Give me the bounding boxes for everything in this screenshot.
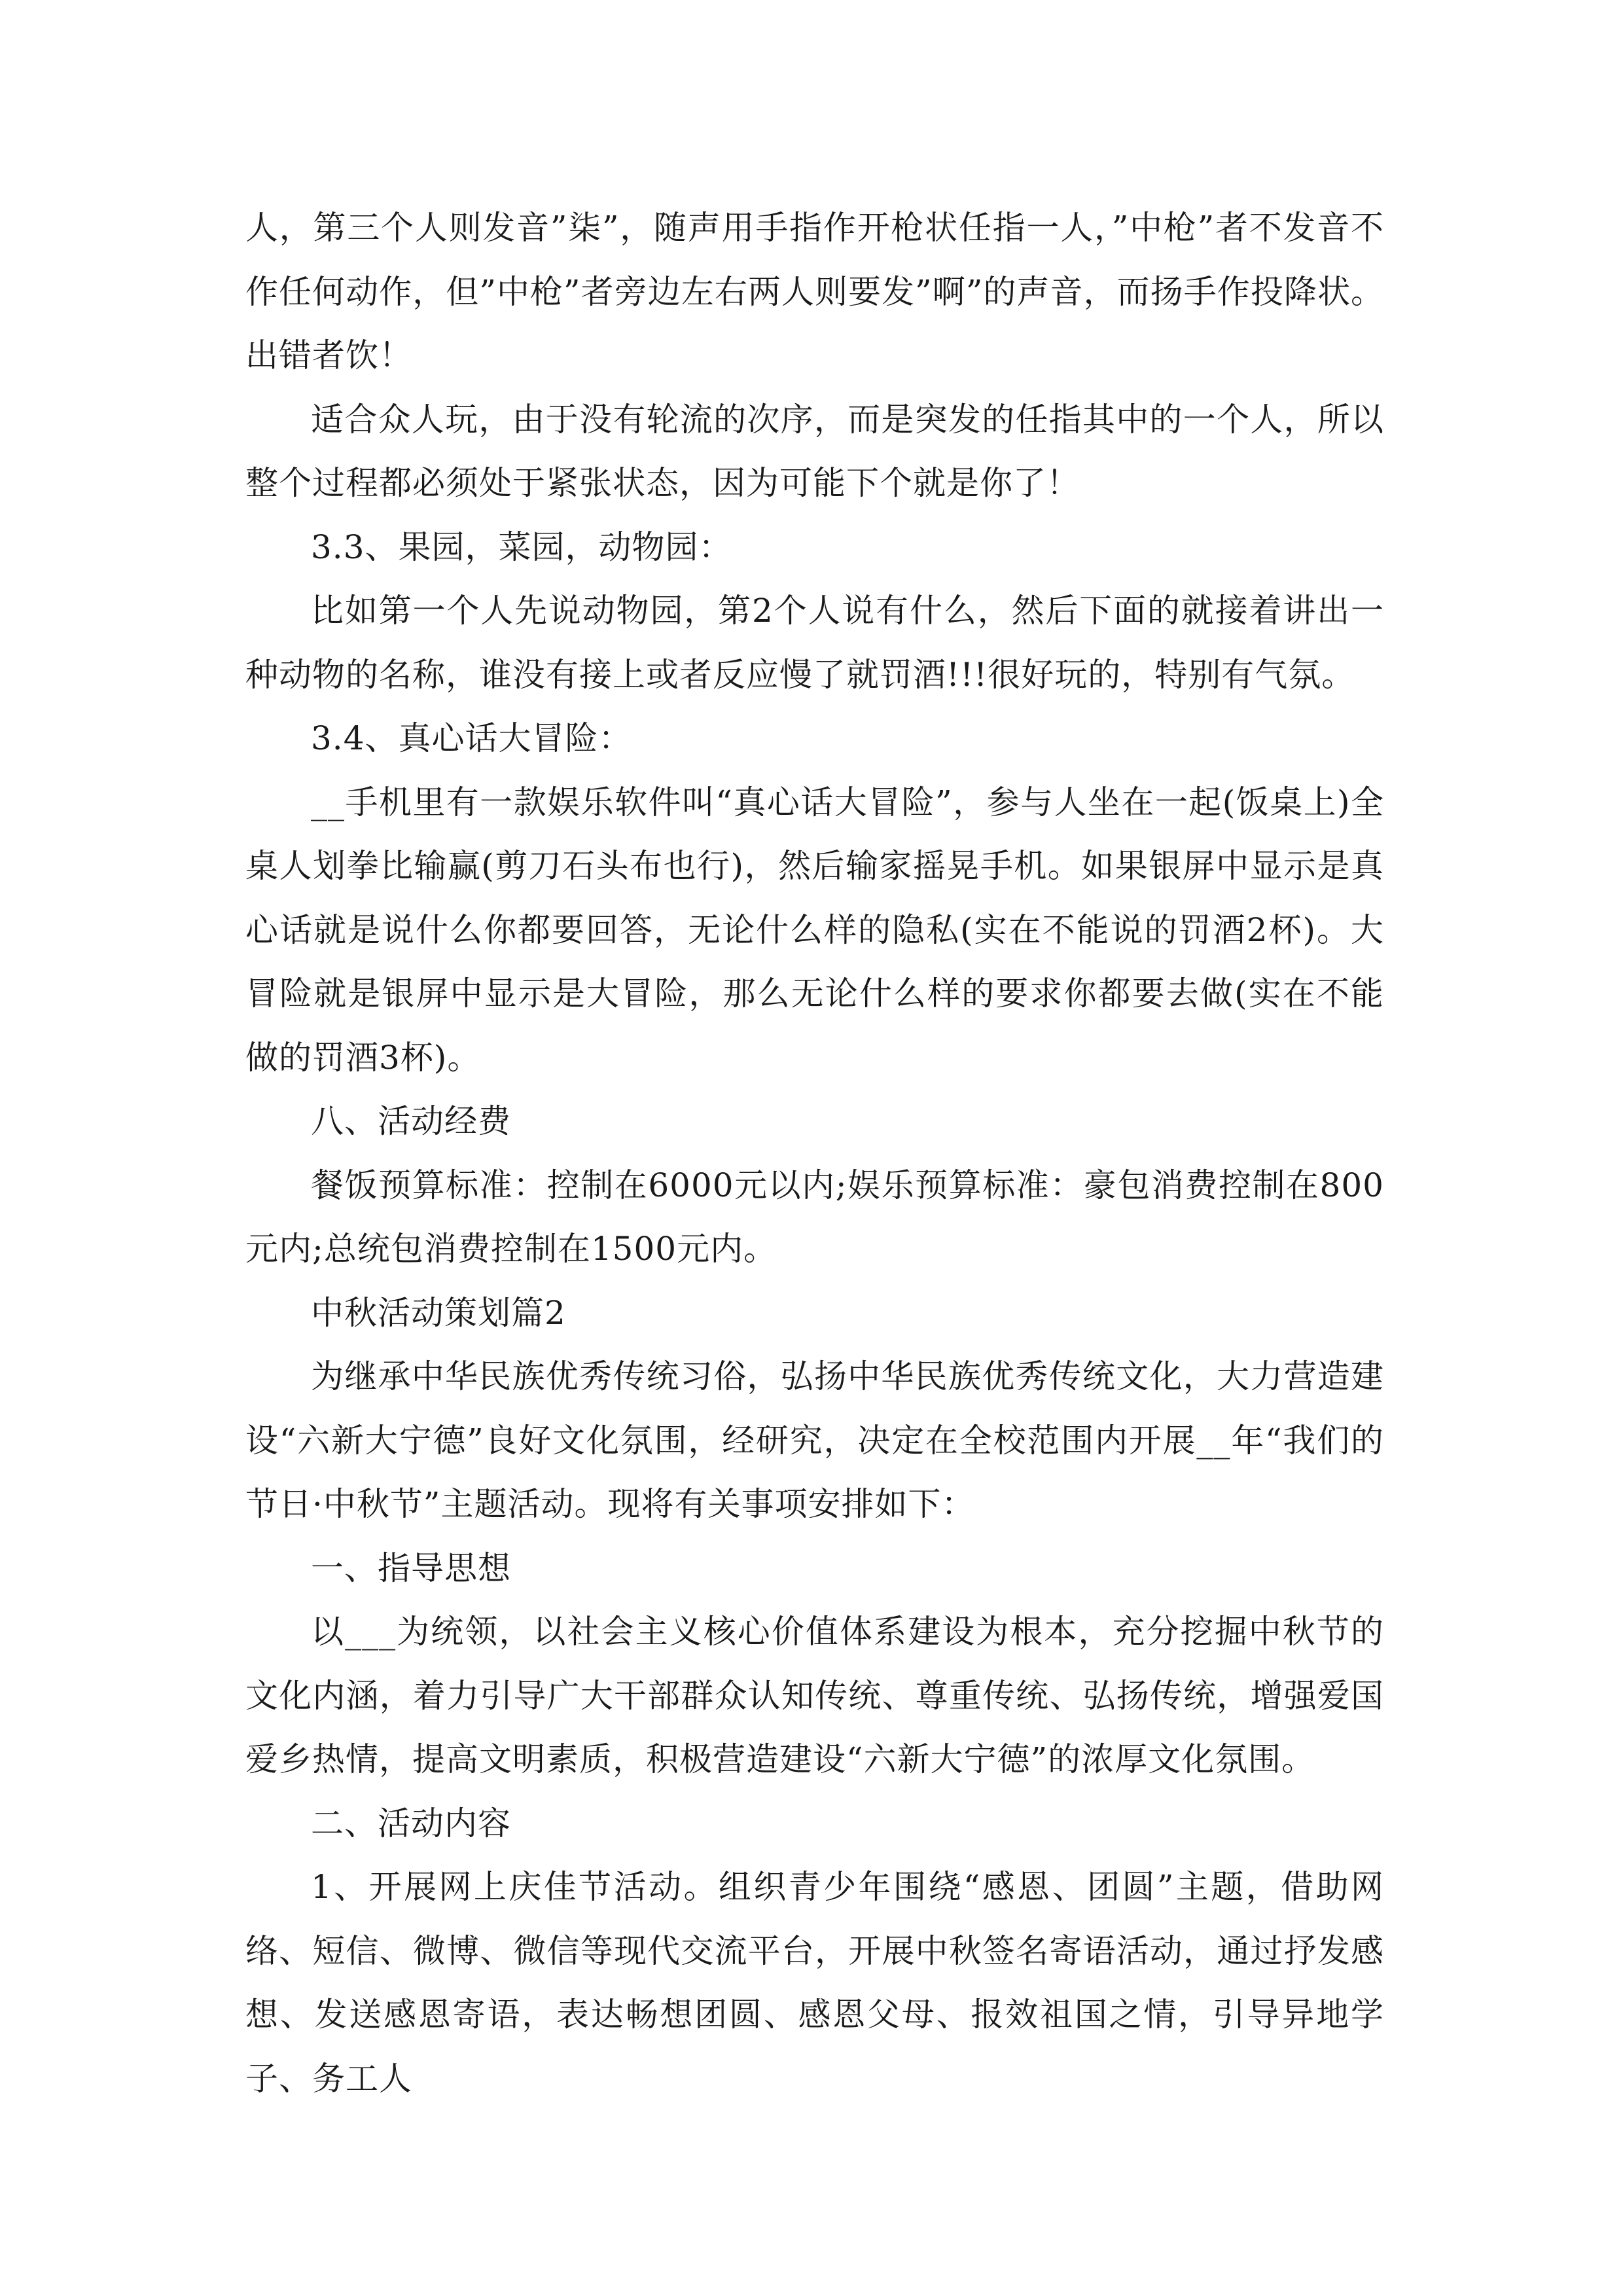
paragraph-game-suitable: 适合众人玩，由于没有轮流的次序，而是突发的任指其中的一个人，所以整个过程都必须处于紧张状态，因为可能下个就是你了！ — [245, 400, 1384, 502]
paragraph-budget-details: 餐饭预算标准：控制在6000元以内;娱乐预算标准：豪包消费控制在800元内;总统包消费控制在1500元内。 — [245, 1166, 1384, 1268]
paragraph-orchard-game-rules: 比如第一个人先说动物园，第2个人说有什么，然后下面的就接着讲出一种动物的名称，谁没有接上或者反应慢了就罚酒!!!很好玩的，特别有气氛。 — [245, 592, 1384, 694]
heading-activity-content: 二、活动内容 — [311, 1804, 511, 1842]
heading-activity-budget: 八、活动经费 — [311, 1102, 511, 1140]
paragraph-truth-or-dare-rules: __手机里有一款娱乐软件叫“真心话大冒险”，参与人坐在一起(饭桌上)全桌人划拳比输赢(剪刀石头布也行)，然后输家摇晃手机。如果银屏中显示是真心话就是说什么你都要回答，无论什么样的隐私(实在不能说的罚酒2杯)。大冒险就是银屏中显示是大冒险，那么无论什么样的要求你都要去做(实在不能做的罚酒3杯)。 — [245, 783, 1384, 1077]
paragraph-game-rules-continued: 人，第三个人则发音”柒”，随声用手指作开枪状任指一人，”中枪”者不发音不作任何动作，但”中枪”者旁边左右两人则要发”啊”的声音，而扬手作投降状。出错者饮！ — [245, 209, 1384, 374]
paragraph-online-celebration: 1、开展网上庆佳节活动。组织青少年围绕“感恩、团圆”主题，借助网络、短信、微博、微信等现代交流平台，开展中秋签名寄语活动，通过抒发感想、发送感恩寄语，表达畅想团圆、感恩父母、报效祖国之情，引导异地学子、务工人 — [245, 1868, 1384, 2098]
heading-3-3-orchard-game: 3.3、果园，菜园，动物园： — [311, 528, 732, 566]
heading-plan-2-title: 中秋活动策划篇2 — [311, 1293, 566, 1332]
heading-guiding-principle: 一、指导思想 — [311, 1549, 511, 1587]
paragraph-guiding-principle: 以___为统领，以社会主义核心价值体系建设为根本，充分挖掘中秋节的文化内涵，着力引导广大干部群众认知传统、尊重传统、弘扬传统，增强爱国爱乡热情，提高文明素质，积极营造建设“六新大宁德”的浓厚文化氛围。 — [245, 1613, 1384, 1778]
heading-3-4-truth-or-dare: 3.4、真心话大冒险： — [311, 719, 632, 757]
document-body — [245, 196, 1384, 2111]
paragraph-plan-2-intro: 为继承中华民族优秀传统习俗，弘扬中华民族优秀传统文化，大力营造建设“六新大宁德”良好文化氛围，经研究，决定在全校范围内开展__年“我们的节日·中秋节”主题活动。现将有关事项安排如下： — [245, 1357, 1384, 1523]
